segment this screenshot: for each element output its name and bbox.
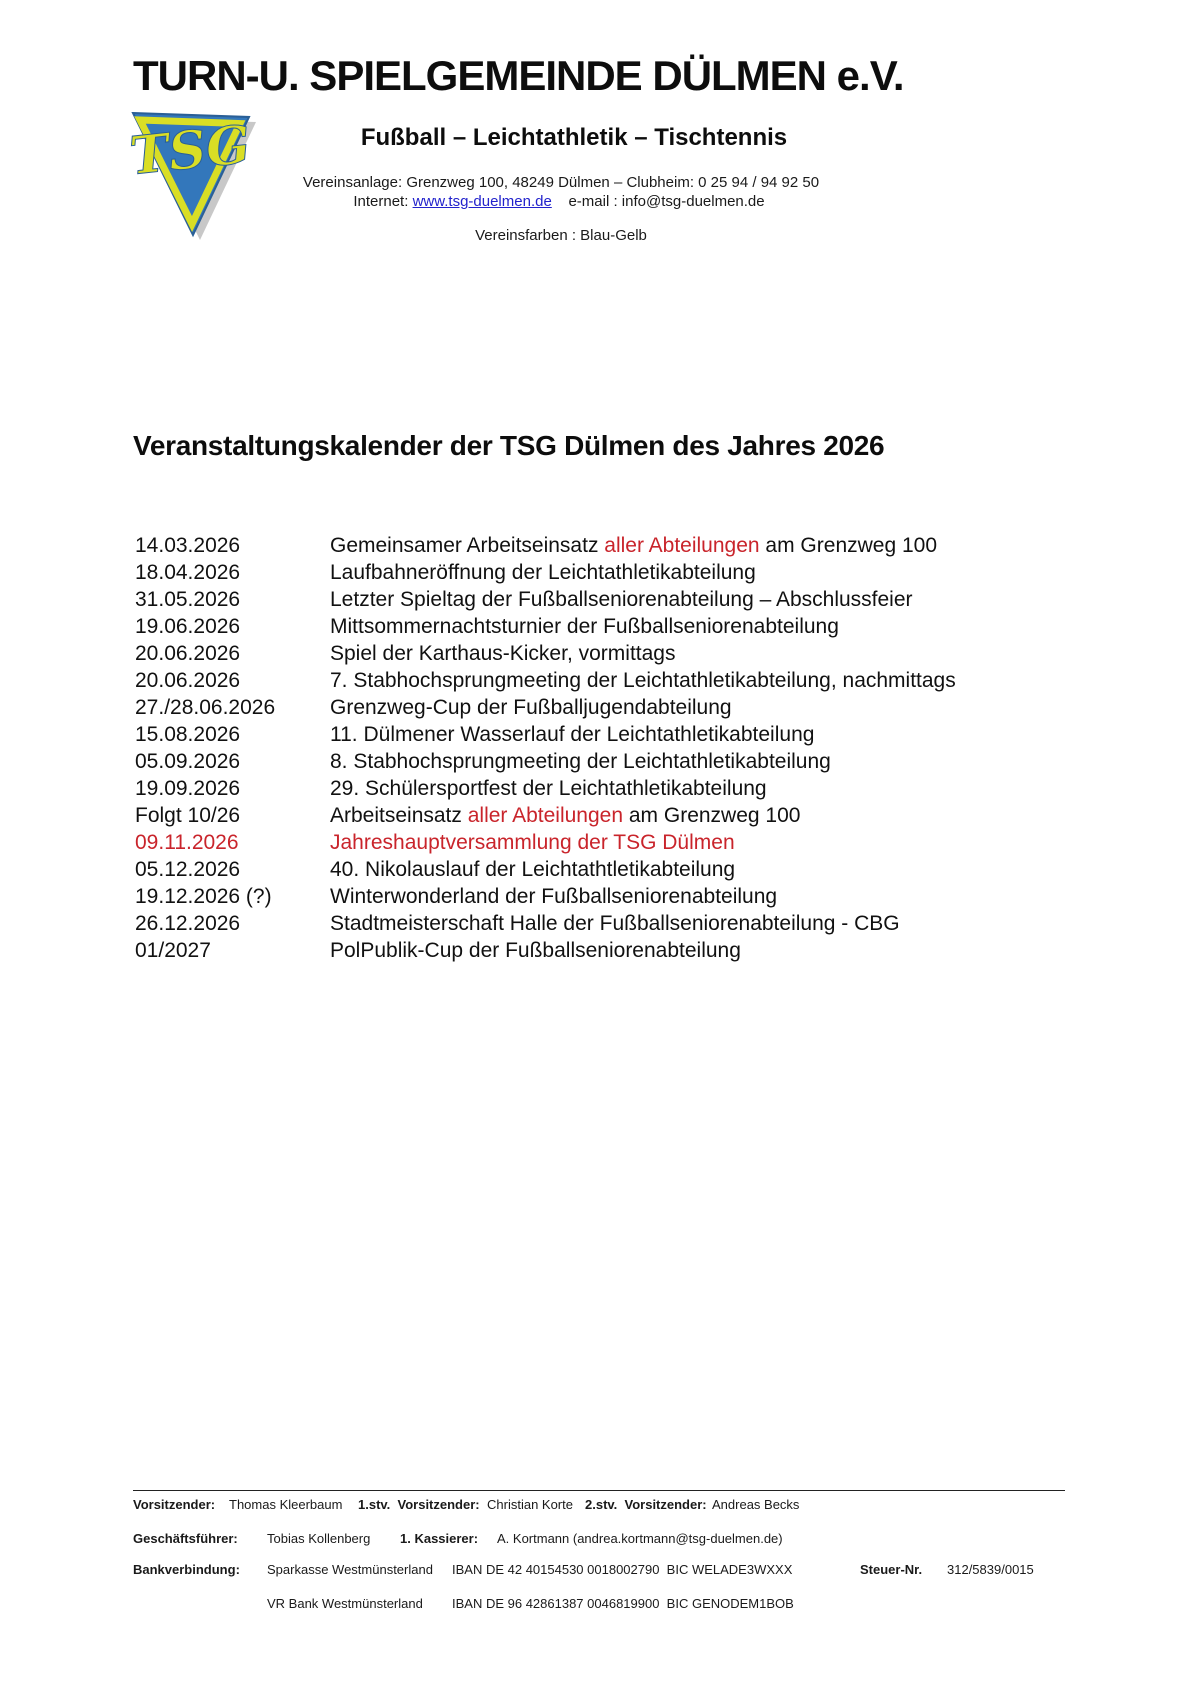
event-text: am Grenzweg 100 [623, 804, 801, 827]
event-text: Mittsommernachtsturnier der Fußballseniorenabteilung [330, 615, 839, 638]
event-text-highlight: Jahreshauptversammlung der TSG Dülmen [330, 831, 735, 854]
event-row [135, 640, 1135, 667]
event-description [330, 829, 735, 856]
event-row [135, 802, 1135, 829]
event-description [330, 775, 767, 802]
footer-label-1stv-vorsitzender: 1.stv. Vorsitzender: [358, 1497, 480, 1512]
event-row [135, 613, 1135, 640]
footer-label-2stv-vorsitzender: 2.stv. Vorsitzender: [585, 1497, 707, 1512]
event-text: Grenzweg-Cup der Fußballjugendabteilung [330, 696, 732, 719]
footer-bank-2: VR Bank Westmünsterland [267, 1596, 423, 1611]
event-date: 19.12.2026 (?) [135, 885, 272, 908]
event-text: Arbeitseinsatz [330, 804, 468, 827]
event-description [330, 883, 777, 910]
footer-value-kassierer: A. Kortmann (andrea.kortmann@tsg-duelmen.de) [497, 1531, 783, 1546]
event-description [330, 856, 735, 883]
event-row [135, 532, 1135, 559]
event-text: Letzter Spieltag der Fußballseniorenabteilung – Abschlussfeier [330, 588, 913, 611]
event-row [135, 721, 1135, 748]
logo-letters: TSG [128, 113, 254, 188]
event-date: 05.09.2026 [135, 750, 241, 773]
footer-label-steuer-nr: Steuer-Nr. [860, 1562, 923, 1577]
footer-label-geschaeftsfuehrer: Geschäftsführer: [133, 1531, 238, 1546]
event-row [135, 748, 1135, 775]
event-date: Folgt 10/26 [135, 804, 241, 827]
event-text: Spiel der Karthaus-Kicker, vormittags [330, 642, 676, 665]
website-link[interactable]: www.tsg-duelmen.de [412, 193, 552, 210]
footer-value-2stv-vorsitzender: Andreas Becks [712, 1497, 800, 1512]
event-row [135, 883, 1135, 910]
event-date: 19.06.2026 [135, 615, 241, 638]
footer-value-vorsitzender: Thomas Kleerbaum [229, 1497, 343, 1512]
event-description [330, 640, 675, 667]
footer-label-vorsitzender: Vorsitzender: [133, 1497, 216, 1512]
event-date: 20.06.2026 [135, 669, 241, 692]
footer-value-steuer-nr: 312/5839/0015 [947, 1562, 1034, 1577]
event-text-highlight: aller Abteilungen [604, 534, 760, 557]
footer-iban-1: IBAN DE 42 40154530 0018002790 BIC WELADE3WXXX [452, 1562, 793, 1577]
event-date: 05.12.2026 [135, 858, 241, 881]
event-text: Winterwonderland der Fußballseniorenabteilung [330, 885, 778, 908]
event-row [135, 910, 1135, 937]
event-text: 8. Stabhochsprungmeeting der Leichtathletikabteilung [330, 750, 831, 773]
event-row [135, 829, 1135, 856]
event-text-highlight: aller Abteilungen [467, 804, 624, 827]
event-date: 01/2027 [135, 939, 211, 962]
internet-email-line [0, 193, 1118, 210]
email-text: e-mail : info@tsg-duelmen.de [551, 193, 765, 210]
event-description [330, 802, 800, 829]
event-date: 09.11.2026 [135, 831, 239, 854]
event-description [330, 667, 956, 694]
calendar-title: Veranstaltungskalender der TSG Dülmen des Jahres 2026 [133, 430, 885, 461]
event-date: 14.03.2026 [135, 534, 241, 557]
event-date: 20.06.2026 [135, 642, 241, 665]
event-description [330, 910, 900, 937]
club-name-title: TURN-U. SPIELGEMEINDE DÜLMEN e.V. [133, 52, 904, 99]
event-row [135, 775, 1135, 802]
internet-label: Internet: [353, 193, 413, 210]
event-text: 29. Schülersportfest der Leichtathletikabteilung [330, 777, 767, 800]
footer-bank-1: Sparkasse Westmünsterland [267, 1562, 433, 1577]
footer-iban-2: IBAN DE 96 42861387 0046819900 BIC GENODEM1BOB [452, 1596, 794, 1611]
address-line: Vereinsanlage: Grenzweg 100, 48249 Dülmen – Clubheim: 0 25 94 / 94 92 50 [302, 174, 820, 191]
departments-line: Fußball – Leichtathletik – Tischtennis [360, 124, 788, 151]
event-text: PolPublik-Cup der Fußballseniorenabteilung [330, 939, 741, 962]
event-text: Stadtmeisterschaft Halle der Fußballseniorenabteilung - CBG [330, 912, 900, 935]
event-text: Gemeinsamer Arbeitseinsatz [330, 534, 605, 557]
event-text: 7. Stabhochsprungmeeting der Leichtathletikabteilung, nachmittags [330, 669, 956, 692]
event-date: 27./28.06.2026 [135, 696, 276, 719]
event-text: am Grenzweg 100 [759, 534, 938, 557]
club-colors-line: Vereinsfarben : Blau-Gelb [475, 227, 647, 244]
footer-value-geschaeftsfuehrer: Tobias Kollenberg [267, 1531, 371, 1546]
event-description [330, 613, 839, 640]
event-date: 19.09.2026 [135, 777, 241, 800]
event-description [330, 559, 756, 586]
event-date: 18.04.2026 [135, 561, 241, 584]
footer-divider [133, 1490, 1065, 1491]
footer-value-1stv-vorsitzender: Christian Korte [487, 1497, 573, 1512]
event-row [135, 937, 1135, 964]
footer-label-kassierer: 1. Kassierer: [400, 1531, 479, 1546]
event-description [330, 532, 937, 559]
footer-label-bankverbindung: Bankverbindung: [133, 1562, 240, 1577]
event-list [135, 532, 1135, 964]
event-text: Laufbahneröffnung der Leichtathletikabteilung [330, 561, 756, 584]
event-text: 40. Nikolauslauf der Leichtathtletikabteilung [330, 858, 736, 881]
event-description [330, 586, 913, 613]
event-row [135, 667, 1135, 694]
event-description [330, 721, 814, 748]
event-date: 31.05.2026 [135, 588, 241, 611]
event-row [135, 694, 1135, 721]
event-row [135, 559, 1135, 586]
event-text: 11. Dülmener Wasserlauf der Leichtathletikabteilung [330, 723, 815, 746]
event-row [135, 586, 1135, 613]
event-description [330, 748, 831, 775]
event-row [135, 856, 1135, 883]
event-description [330, 694, 732, 721]
event-description [330, 937, 741, 964]
event-date: 15.08.2026 [135, 723, 241, 746]
event-date: 26.12.2026 [135, 912, 241, 935]
